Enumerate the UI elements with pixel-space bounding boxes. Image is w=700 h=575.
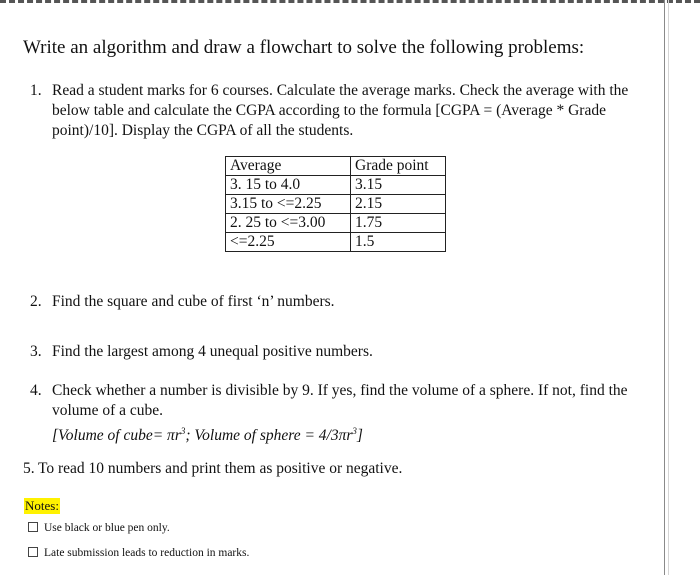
question-text: To read 10 numbers and print them as positive or negative. bbox=[38, 460, 403, 477]
table-cell: 2.15 bbox=[351, 195, 446, 214]
formula-sphere: ; Volume of sphere = 4/3πr bbox=[185, 427, 353, 445]
question-number: 5. bbox=[23, 460, 35, 477]
note-item bbox=[28, 547, 249, 559]
table-row bbox=[226, 176, 446, 195]
formula-exponent: 3 bbox=[352, 426, 357, 436]
note-item bbox=[28, 522, 170, 534]
table-cell: 1.75 bbox=[351, 214, 446, 233]
question-text: Check whether a number is divisible by 9. If yes, find the volume of a sphere. If not, find the volume of a cube. bbox=[52, 382, 628, 419]
question-text: Read a student marks for 6 courses. Calculate the average marks. Check the average with the below table and calculate the CGPA according to the formula [CGPA = (Average * Grade point)/10]. Display the CGPA of all the students. bbox=[52, 82, 629, 139]
table-cell: <=2.25 bbox=[226, 233, 351, 252]
table-row bbox=[226, 214, 446, 233]
formula-exponent: 3 bbox=[180, 426, 186, 436]
question-text: Find the largest among 4 unequal positive numbers. bbox=[52, 343, 373, 360]
formula-cube: [Volume of cube= πr bbox=[52, 427, 181, 445]
question-number: 1. bbox=[30, 82, 42, 99]
question-body bbox=[52, 381, 670, 446]
right-page-edge-shadow bbox=[668, 0, 669, 575]
right-page-edge bbox=[664, 0, 665, 575]
table-cell: 2. 25 to <=3.00 bbox=[226, 214, 351, 233]
note-text: Late submission leads to reduction in marks. bbox=[44, 547, 250, 559]
checkbox-icon bbox=[28, 547, 38, 557]
top-dashed-border bbox=[0, 0, 700, 10]
question-text: Find the square and cube of first ‘n’ numbers. bbox=[52, 293, 335, 310]
question-number: 3. bbox=[30, 343, 42, 360]
table-cell: 3.15 to <=2.25 bbox=[226, 195, 351, 214]
checkbox-icon bbox=[28, 522, 38, 532]
volume-formula bbox=[52, 421, 670, 446]
notes-label: Notes: bbox=[25, 498, 59, 513]
grade-table bbox=[225, 156, 446, 252]
header-average: Average bbox=[226, 157, 351, 176]
table-header-row bbox=[226, 157, 446, 176]
table-cell: 1.5 bbox=[351, 233, 446, 252]
table-row bbox=[226, 195, 446, 214]
table-cell: 3. 15 to 4.0 bbox=[226, 176, 351, 195]
table-cell: 3.15 bbox=[351, 176, 446, 195]
question-number: 2. bbox=[30, 293, 42, 310]
table-row bbox=[226, 233, 446, 252]
formula-end: ] bbox=[356, 427, 363, 445]
header-grade-point: Grade point bbox=[351, 157, 446, 176]
page-title: Write an algorithm and draw a flowchart to solve the following problems: bbox=[23, 37, 585, 58]
question-number: 4. bbox=[30, 382, 42, 399]
note-text: Use black or blue pen only. bbox=[44, 522, 170, 534]
